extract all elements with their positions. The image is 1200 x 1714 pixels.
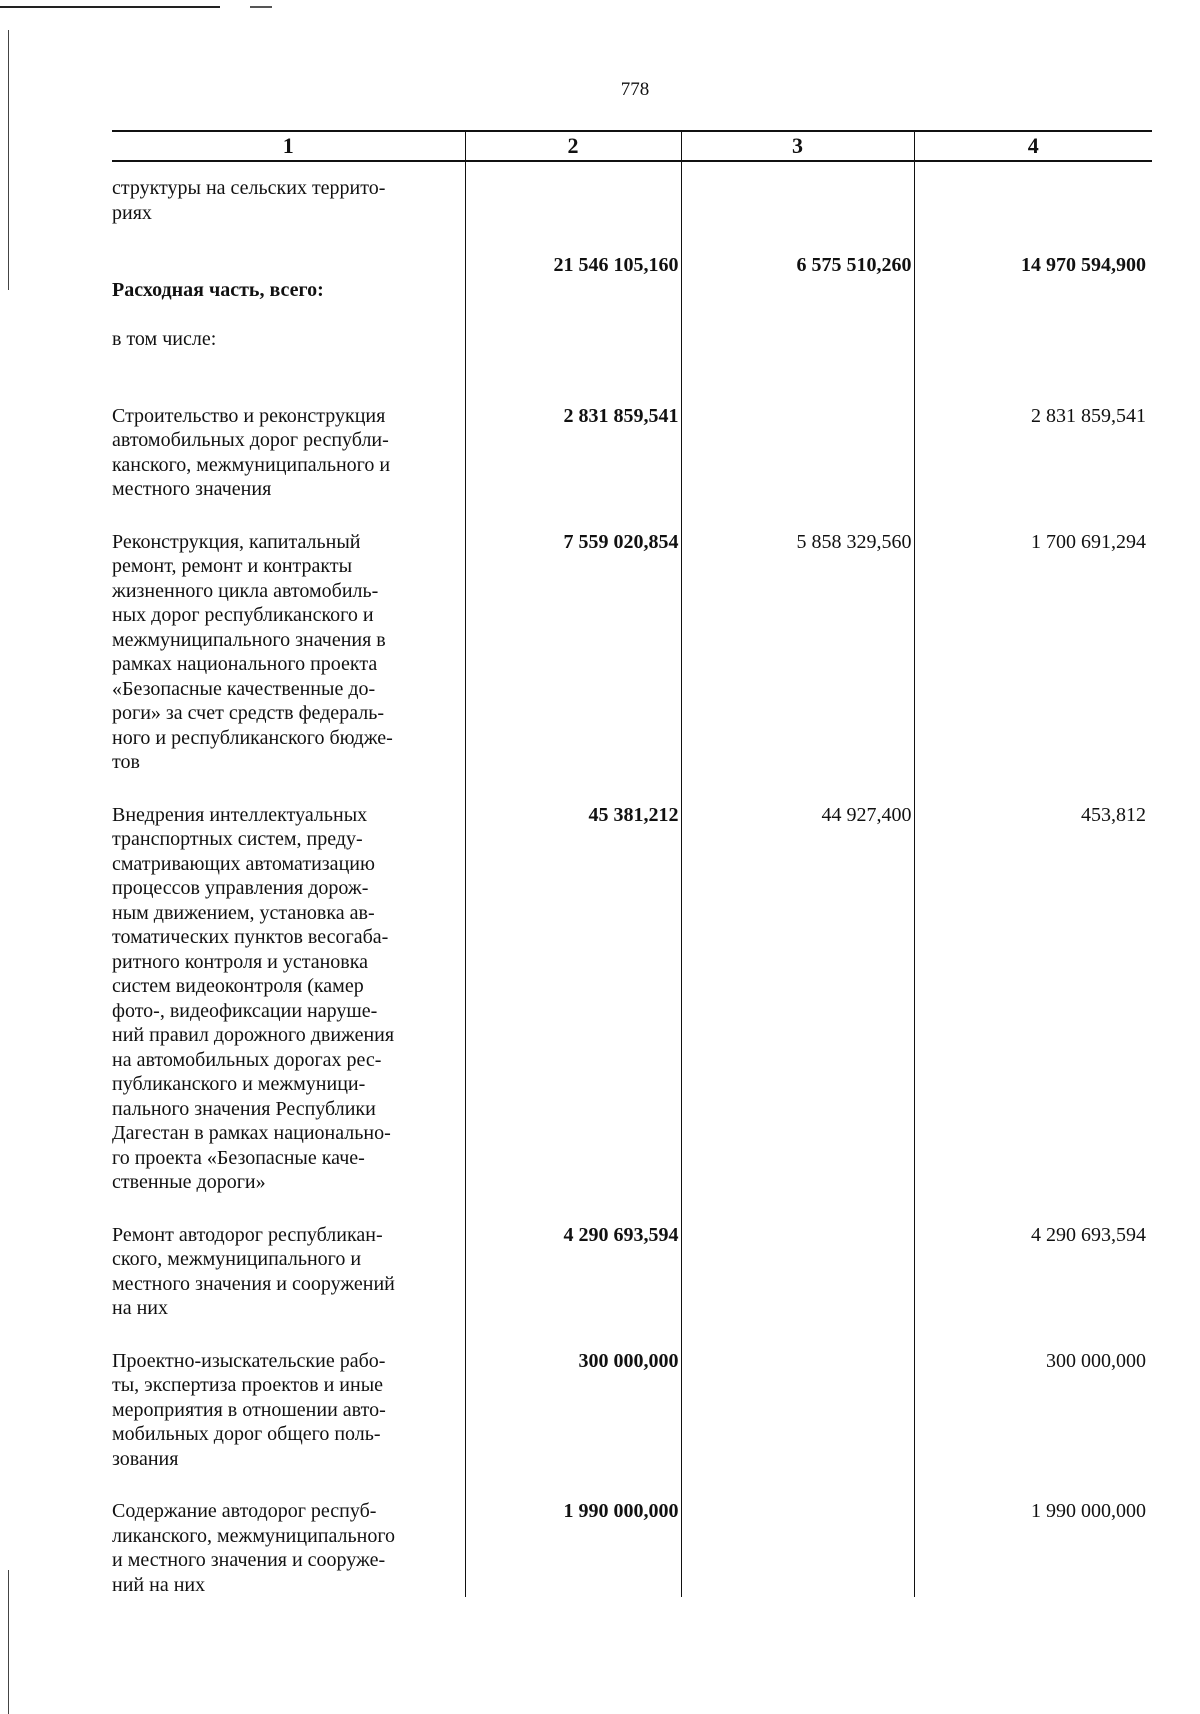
- table-row: [112, 161, 1152, 225]
- column-header-2: 2: [465, 131, 681, 161]
- row-value-col4: [914, 161, 1152, 225]
- total-value-col4: 14 970 594,900: [914, 253, 1152, 376]
- row-value-col3: [681, 1349, 914, 1472]
- total-value-col2: 21 546 105,160: [465, 253, 681, 376]
- table-row-total: [112, 253, 1152, 376]
- table-row: [112, 404, 1152, 502]
- scan-margin-line: [8, 1570, 9, 1714]
- row-spacer: [112, 502, 1152, 530]
- total-label: Расходная часть, всего:: [112, 278, 324, 301]
- row-spacer: [112, 1321, 1152, 1349]
- row-value-col4: 2 831 859,541: [914, 404, 1152, 502]
- total-sublabel: в том числе:: [112, 327, 217, 350]
- scan-edge-line: [0, 6, 220, 8]
- row-value-col2: 4 290 693,594: [465, 1223, 681, 1321]
- table-row: [112, 1223, 1152, 1321]
- row-value-col2: 45 381,212: [465, 803, 681, 1195]
- row-value-col2: 2 831 859,541: [465, 404, 681, 502]
- row-label: Строительство и реконструкция автомобильных дорог республи- канского, межмуниципального и местного значения: [112, 404, 391, 500]
- row-value-col3: [681, 1223, 914, 1321]
- row-label: Внедрения интеллектуальных транспортных систем, преду- сматривающих автоматизацию процессов управления дорож- ным движением, установка ав- томатических пунктов весогаба- ритного контроля и установка систем видеоконтроля (камер фото-, видеофиксации наруше- ний правил дорожного движения на автомобильных дорогах рес- публиканского и межмуници- пального значения Республики Дагестан в рамках национально- го проекта «Безопасные каче- ственные дороги»: [112, 803, 395, 1193]
- table-row: [112, 530, 1152, 775]
- column-header-1: 1: [112, 131, 465, 161]
- row-spacer: [112, 775, 1152, 803]
- row-value-col4: 4 290 693,594: [914, 1223, 1152, 1321]
- row-spacer: [112, 376, 1152, 404]
- row-value-col3: 44 927,400: [681, 803, 914, 1195]
- budget-table: [112, 130, 1152, 1597]
- row-value-col4: 1 990 000,000: [914, 1499, 1152, 1597]
- column-header-4: 4: [914, 131, 1152, 161]
- table-row: [112, 1349, 1152, 1472]
- row-value-col3: [681, 1499, 914, 1597]
- row-spacer: [112, 1195, 1152, 1223]
- row-value-col3: [681, 161, 914, 225]
- scan-edge-line: [250, 6, 272, 8]
- budget-table-container: [112, 130, 1152, 1597]
- row-spacer: [112, 1471, 1152, 1499]
- row-spacer: [112, 225, 1152, 253]
- row-value-col4: 453,812: [914, 803, 1152, 1195]
- table-row: [112, 803, 1152, 1195]
- scan-margin-line: [8, 30, 9, 290]
- row-value-col2: 1 990 000,000: [465, 1499, 681, 1597]
- table-header-row: [112, 131, 1152, 161]
- row-label: Проектно-изыскательские рабо- ты, экспертиза проектов и иные мероприятия в отношении авто- мобильных дорог общего поль- зования: [112, 1349, 386, 1470]
- total-value-col3: 6 575 510,260: [681, 253, 914, 376]
- row-label: Содержание автодорог респуб- ликанского, межмуниципального и местного значения и сооруже- ний на них: [112, 1500, 396, 1596]
- row-label: Ремонт автодорог республикан- ского, межмуниципального и местного значения и сооружений на них: [112, 1223, 395, 1319]
- row-label: структуры на сельских террито- риях: [112, 177, 386, 224]
- row-value-col3: 5 858 329,560: [681, 530, 914, 775]
- row-value-col4: 1 700 691,294: [914, 530, 1152, 775]
- row-value-col3: [681, 404, 914, 502]
- total-label-cell: [112, 253, 465, 376]
- row-label: Реконструкция, капитальный ремонт, ремонт и контракты жизненного цикла автомобиль- ных дорог республиканского и межмуниципального значения в рамках национального проекта «Безопасные качественные до- роги» за счет средств федераль- ного и республиканского бюдже- тов: [112, 530, 393, 773]
- row-value-col2: 300 000,000: [465, 1349, 681, 1472]
- row-value-col2: 7 559 020,854: [465, 530, 681, 775]
- table-row: [112, 1499, 1152, 1597]
- row-value-col2: [465, 161, 681, 225]
- column-header-3: 3: [681, 131, 914, 161]
- row-value-col4: 300 000,000: [914, 1349, 1152, 1472]
- page-number: 778: [620, 79, 650, 100]
